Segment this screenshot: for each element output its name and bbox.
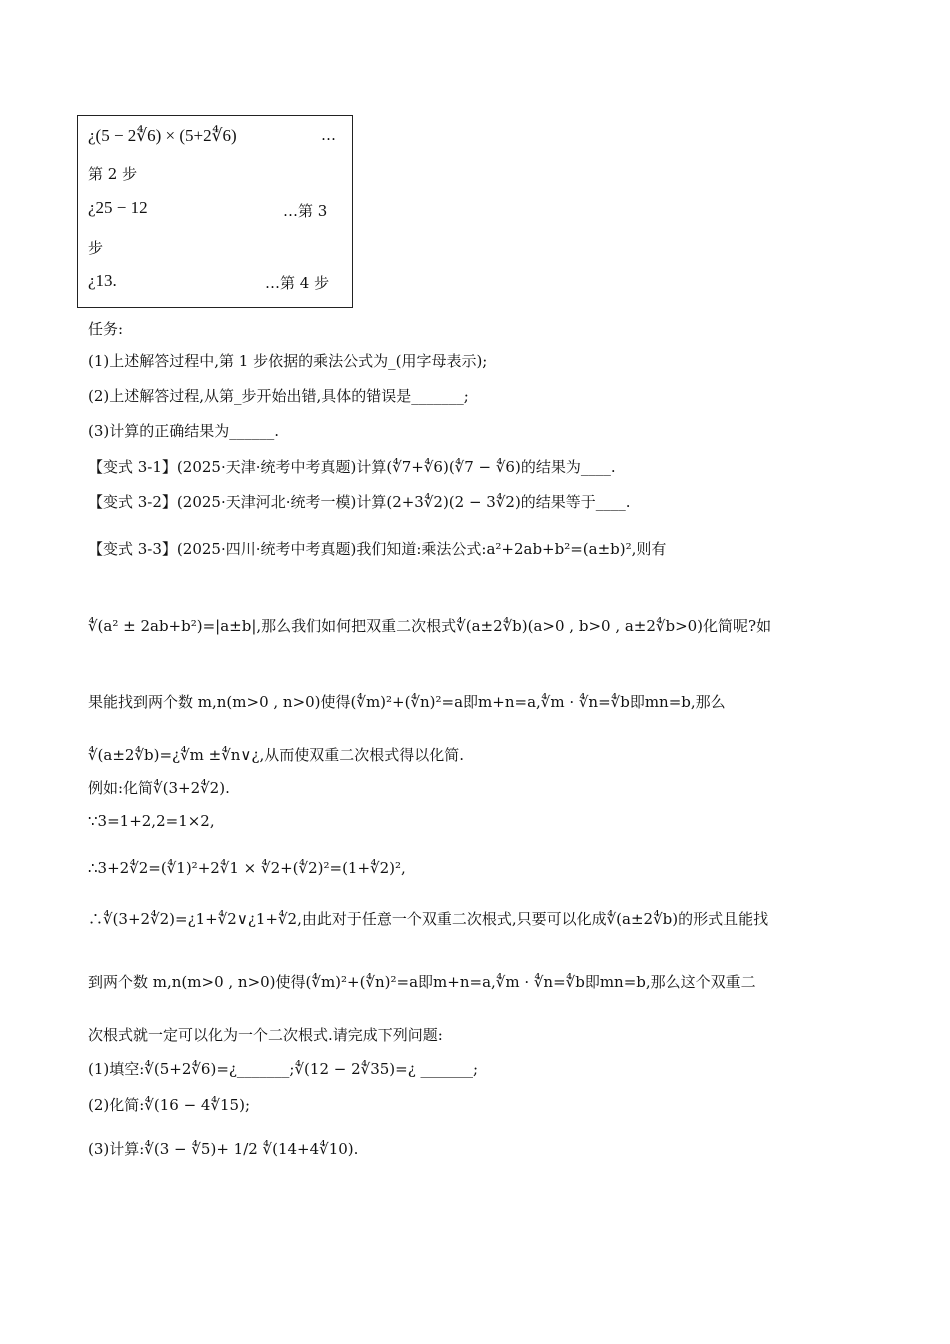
task-q3: (3)计算的正确结果为______. [88, 422, 280, 440]
box-line-5: ¿13. [88, 271, 117, 290]
variant-3-2: 【变式 3-2】(2025·天津河北·统考一模)计算(2+3∜2)(2 − 3∜2)的结果等于____. [88, 493, 631, 511]
task-title: 任务: [88, 320, 124, 338]
box-line-5-tail: …第 4 步 [265, 274, 330, 292]
example-step-1: ∵3=1+2,2=1×2, [88, 812, 215, 830]
box-line-4: 步 [88, 239, 104, 257]
question-2: (2)化简:∜(16 − 4∜15); [88, 1096, 250, 1114]
question-3: (3)计算:∜(3 − ∜5)+ 1/2 ∜(14+4∜10). [88, 1140, 359, 1158]
variant-3-3: 【变式 3-3】(2025·四川·统考中考真题)我们知道:乘法公式:a²+2ab+b²=(a±b)²,则有 [88, 540, 667, 558]
example-step-3: ∴∜(3+2∜2)=¿1+∜2∨¿1+∜2,由此对于任意一个双重二次根式,只要可以化成∜(a±2∜b)的形式且能找 [88, 910, 769, 928]
question-1: (1)填空:∜(5+2∜6)=¿_______;∜(12 − 2∜35)=¿ _______; [88, 1060, 479, 1078]
box-line-2: 第 2 步 [88, 165, 138, 183]
box-line-3-tail: …第 3 [283, 202, 328, 220]
paragraph-line-1: ∜(a² ± 2ab+b²)=|a±b|,那么我们如何把双重二次根式∜(a±2∜b)(a>0 , b>0 , a±2∜b>0)化简呢?如 [88, 617, 772, 635]
paragraph-line-5: 次根式就一定可以化为一个二次根式.请完成下列问题: [88, 1026, 443, 1044]
paragraph-line-3: ∜(a±2∜b)=¿∜m ±∜n∨¿,从而使双重二次根式得以化简. [88, 746, 464, 764]
task-q1: (1)上述解答过程中,第 1 步依据的乘法公式为_(用字母表示); [88, 352, 488, 370]
task-q2: (2)上述解答过程,从第_步开始出错,具体的错误是_______; [88, 387, 469, 405]
box-line-3: ¿25 − 12 [88, 198, 148, 217]
variant-3-1: 【变式 3-1】(2025·天津·统考中考真题)计算(∜7+∜6)(∜7 − ∜6)的结果为____. [88, 458, 616, 476]
paragraph-line-2: 果能找到两个数 m,n(m>0 , n>0)使得(∜m)²+(∜n)²=a即m+n=a,∜m · ∜n=∜b即mn=b,那么 [88, 693, 726, 711]
example-title: 例如:化简∜(3+2∜2). [88, 779, 230, 797]
example-step-2: ∴3+2∜2=(∜1)²+2∜1 × ∜2+(∜2)²=(1+∜2)², [88, 859, 406, 877]
paragraph-line-4: 到两个数 m,n(m>0 , n>0)使得(∜m)²+(∜n)²=a即m+n=a,∜m · ∜n=∜b即mn=b,那么这个双重二 [88, 973, 756, 991]
box-line-1: ¿(5 − 2∜6) × (5+2∜6) [88, 126, 237, 145]
box-line-1-dots: … [321, 126, 336, 144]
